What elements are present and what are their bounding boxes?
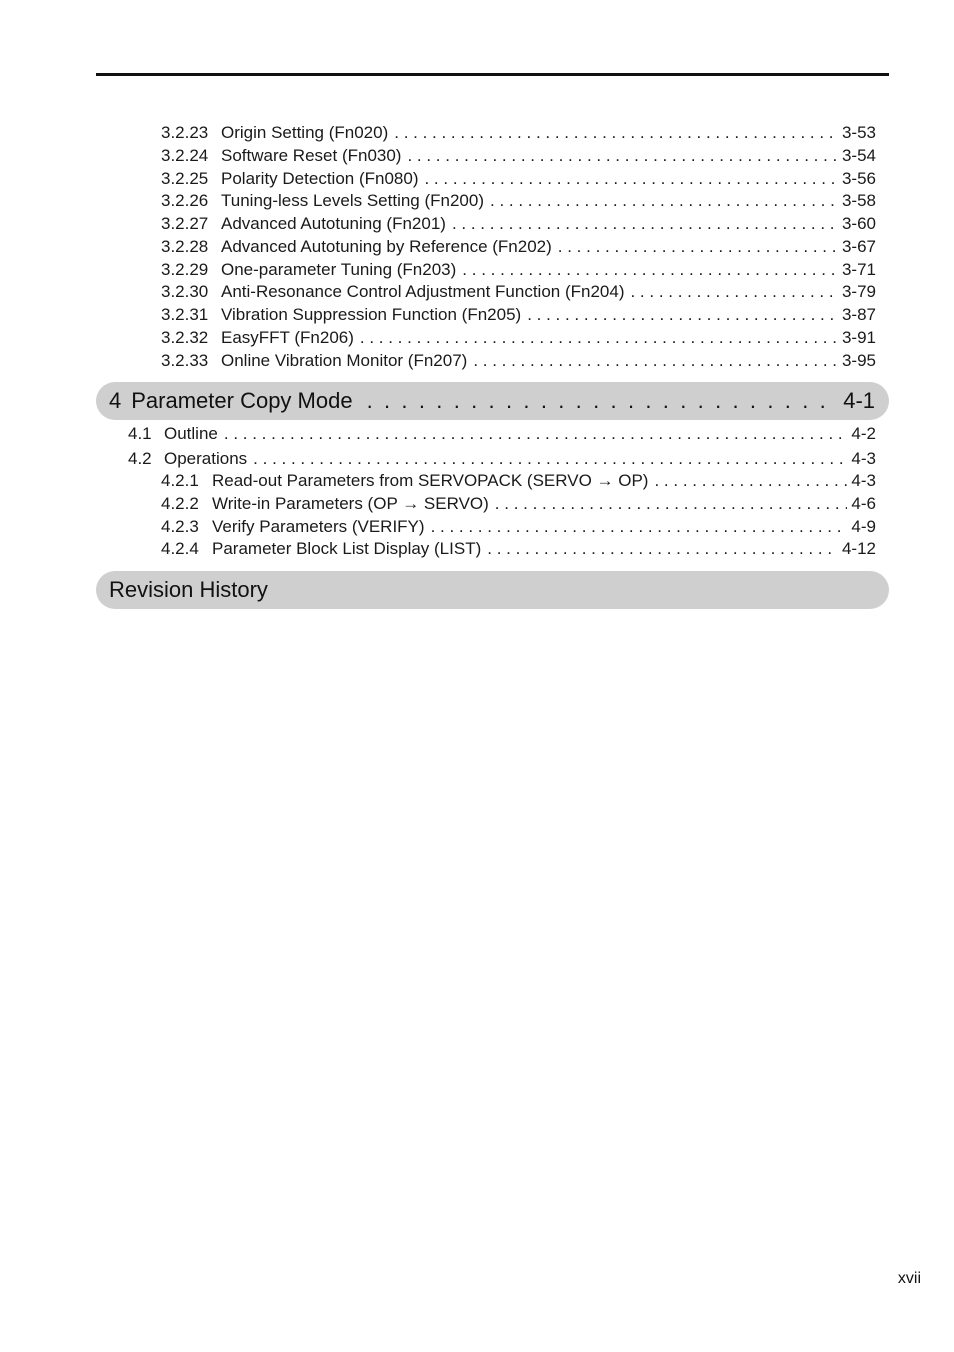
toc-entry-title: Outline <box>164 424 218 443</box>
toc-entry-3-2-25[interactable] <box>161 168 876 190</box>
toc-entry-title: Online Vibration Monitor (Fn207) <box>221 351 468 370</box>
toc-entry-number: 3.2.33 <box>161 351 209 370</box>
toc-entry-title: Vibration Suppression Function (Fn205) <box>221 305 522 324</box>
toc-entry-number: 4.2 <box>128 449 152 468</box>
dot-leader <box>424 168 837 190</box>
toc-entry-page: 4-2 <box>851 424 876 443</box>
toc-entry-title: Write-in Parameters (OP → SERVO) <box>212 494 489 513</box>
toc-entry-page: 4-12 <box>841 539 876 558</box>
revision-history-title: Revision History <box>109 577 268 602</box>
toc-entry-title: EasyFFT (Fn206) <box>221 328 354 347</box>
toc-entry-title: Read-out Parameters from SERVOPACK (SERVO → OP) <box>212 471 649 490</box>
toc-entry-page: 3-67 <box>841 237 876 256</box>
toc-entry-number: 4.1 <box>128 424 152 443</box>
toc-entry-4-2-1[interactable] <box>161 470 876 492</box>
toc-entry-page: 3-91 <box>841 328 876 347</box>
toc-entry-number: 3.2.28 <box>161 237 209 256</box>
toc-entry-title: Operations <box>164 449 248 468</box>
revision-history-heading[interactable] <box>96 571 889 609</box>
toc-entry-page: 4-3 <box>851 449 876 468</box>
toc-entry-page: 3-79 <box>841 282 876 301</box>
toc-entry-title: Origin Setting (Fn020) <box>221 123 389 142</box>
toc-entry-4-1[interactable] <box>128 423 876 445</box>
toc-entry-number: 3.2.32 <box>161 328 209 347</box>
chapter-page: 4-1 <box>843 388 875 413</box>
toc-entry-number: 4.2.3 <box>161 517 199 536</box>
toc-entry-title: Parameter Block List Display (LIST) <box>212 539 482 558</box>
toc-entry-page: 3-95 <box>841 351 876 370</box>
toc-entry-title: Advanced Autotuning (Fn201) <box>221 214 446 233</box>
toc-entry-number: 3.2.25 <box>161 169 209 188</box>
toc-entry-3-2-31[interactable] <box>161 304 876 326</box>
dot-leader <box>473 350 838 372</box>
toc-entry-title: Polarity Detection (Fn080) <box>221 169 419 188</box>
toc-entry-number: 3.2.29 <box>161 260 209 279</box>
dot-leader <box>490 190 838 212</box>
toc-entry-page: 3-60 <box>841 214 876 233</box>
toc-entry-number: 4.2.4 <box>161 539 199 558</box>
toc-entry-page: 3-56 <box>841 169 876 188</box>
toc-entry-3-2-23[interactable] <box>161 122 876 144</box>
dot-leader <box>407 145 838 167</box>
toc-entry-3-2-24[interactable] <box>161 145 876 167</box>
toc-entry-4-2-2[interactable] <box>161 493 876 515</box>
toc-entry-page: 3-58 <box>841 191 876 210</box>
dot-leader <box>654 470 847 492</box>
dot-leader <box>462 259 838 281</box>
toc-entry-4-2[interactable] <box>128 448 876 470</box>
chapter-title: Parameter Copy Mode <box>131 388 353 413</box>
toc-entry-title: Verify Parameters (VERIFY) <box>212 517 425 536</box>
dot-leader <box>431 516 848 538</box>
dot-leader <box>367 388 832 414</box>
toc-entry-4-2-3[interactable] <box>161 516 876 538</box>
toc-entry-title: Advanced Autotuning by Reference (Fn202) <box>221 237 552 256</box>
dot-leader <box>253 448 847 470</box>
header-rule <box>96 73 889 76</box>
toc-entry-number: 3.2.27 <box>161 214 209 233</box>
dot-leader <box>630 281 837 303</box>
toc-entry-3-2-29[interactable] <box>161 259 876 281</box>
dot-leader <box>224 423 848 445</box>
page-number: xvii <box>897 1270 921 1287</box>
toc-entry-number: 3.2.23 <box>161 123 209 142</box>
dot-leader <box>527 304 838 326</box>
toc-entry-page: 3-71 <box>841 260 876 279</box>
toc-entry-page: 3-53 <box>841 123 876 142</box>
toc-entry-3-2-26[interactable] <box>161 190 876 212</box>
dot-leader <box>487 538 838 560</box>
toc-entry-number: 3.2.31 <box>161 305 209 324</box>
dot-leader <box>452 213 838 235</box>
toc-entry-page: 3-87 <box>841 305 876 324</box>
toc-entry-page: 4-9 <box>851 517 876 536</box>
dot-leader <box>394 122 838 144</box>
toc-entry-3-2-32[interactable] <box>161 327 876 349</box>
toc-entry-title: Tuning-less Levels Setting (Fn200) <box>221 191 485 210</box>
toc-entry-3-2-33[interactable] <box>161 350 876 372</box>
toc-entry-number: 3.2.30 <box>161 282 209 301</box>
chapter-4-heading[interactable] <box>96 382 889 420</box>
dot-leader <box>360 327 838 349</box>
toc-entry-4-2-4[interactable] <box>161 538 876 560</box>
chapter-number: 4 <box>109 388 122 413</box>
toc-entry-3-2-27[interactable] <box>161 213 876 235</box>
toc-entry-title: One-parameter Tuning (Fn203) <box>221 260 457 279</box>
toc-entry-title: Anti-Resonance Control Adjustment Function (Fn204) <box>221 282 625 301</box>
dot-leader <box>558 236 838 258</box>
toc-entry-number: 3.2.26 <box>161 191 209 210</box>
toc-entry-number: 4.2.1 <box>161 471 199 490</box>
toc-entry-page: 4-6 <box>851 494 876 513</box>
toc-entry-title: Software Reset (Fn030) <box>221 146 402 165</box>
toc-entry-page: 4-3 <box>851 471 876 490</box>
toc-entry-3-2-30[interactable] <box>161 281 876 303</box>
toc-entry-number: 3.2.24 <box>161 146 209 165</box>
toc-entry-number: 4.2.2 <box>161 494 199 513</box>
toc-entry-page: 3-54 <box>841 146 876 165</box>
toc-entry-3-2-28[interactable] <box>161 236 876 258</box>
dot-leader <box>495 493 848 515</box>
